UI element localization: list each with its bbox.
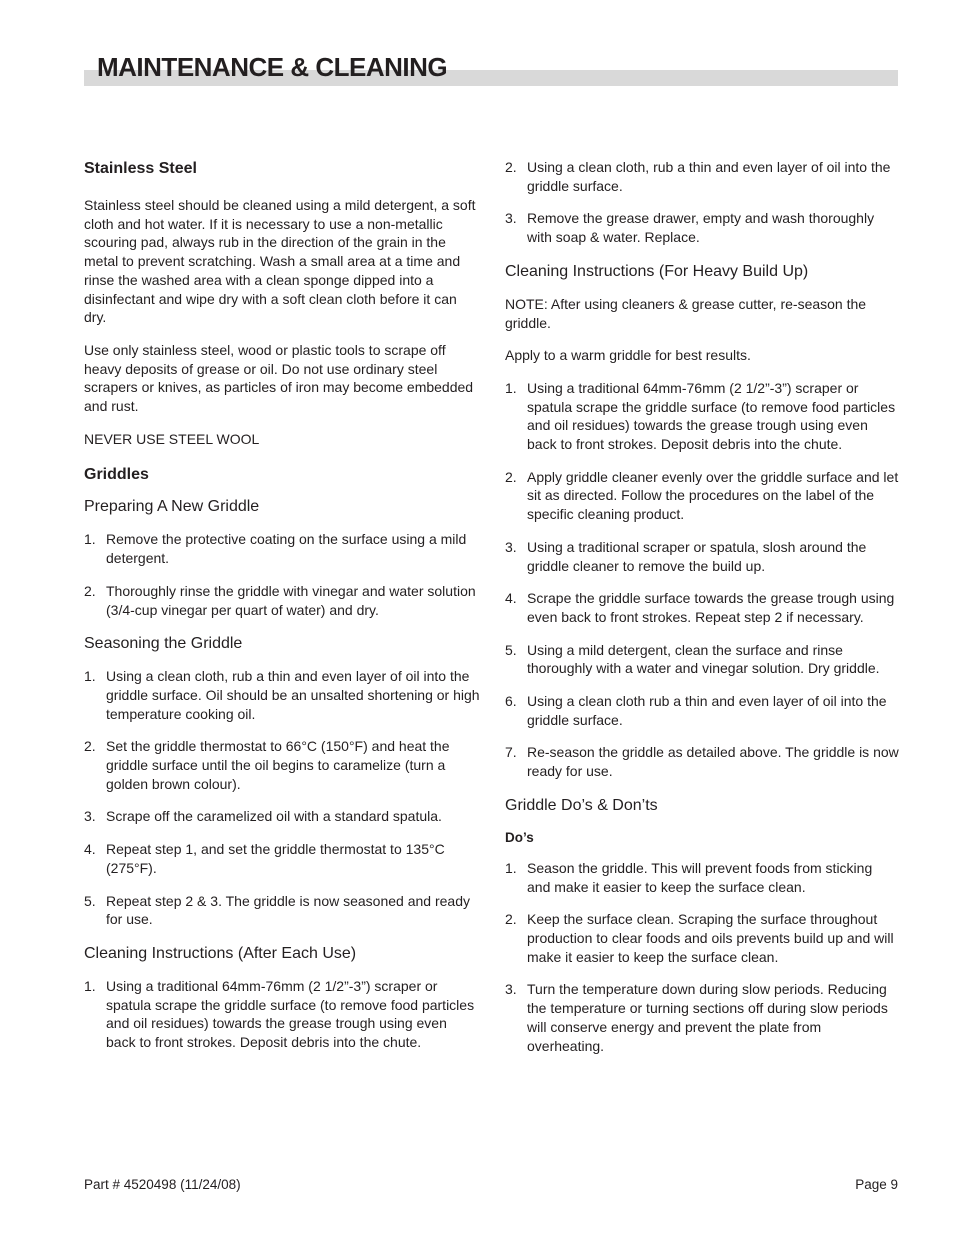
list-item: 3. Using a traditional scraper or spatula, slosh around the griddle cleaner to remove the build up. <box>505 538 867 574</box>
list-item: 6. Using a clean cloth rub a thin and even layer of oil into the griddle surface. <box>505 693 887 728</box>
heavy-buildup-heading: Cleaning Instructions (For Heavy Build Up) <box>505 262 809 280</box>
steel-wool-warning: NEVER USE STEEL WOOL <box>84 430 260 447</box>
dos-list <box>505 859 899 1055</box>
page-title: MAINTENANCE & CLEANING <box>97 52 448 82</box>
list-item: 2. Using a clean cloth, rub a thin and even layer of oil into the griddle surface. <box>505 159 891 194</box>
heavy-buildup-list <box>505 379 899 781</box>
list-item: 2. Apply griddle cleaner evenly over the griddle surface and let sit as directed. Follow the procedures on the label of the specific cleaning product. <box>505 468 899 523</box>
preparing-list <box>84 530 480 619</box>
list-item: 4. Repeat step 1, and set the griddle thermostat to 135°C (275°F). <box>84 841 445 876</box>
list-item: 2. Keep the surface clean. Scraping the surface throughout production to clear foods and oils prevents build up and will make it easier to keep the surface clean. <box>505 911 894 965</box>
list-item: 1. Using a clean cloth, rub a thin and even layer of oil into the griddle surface. Oil should be an unsalted shortening or high temperature cooking oil. <box>84 668 480 722</box>
list-item: 3. Remove the grease drawer, empty and wash thoroughly with soap & water. Replace. <box>505 210 875 246</box>
list-item: 3. Turn the temperature down during slow periods. Reducing the temperature or turning sections off during slow periods will conserve energy and prevent the plate from overheating. <box>505 981 888 1054</box>
after-use-list-continued <box>505 158 899 247</box>
preparing-heading: Preparing A New Griddle <box>84 498 260 516</box>
list-item: 1. Remove the protective coating on the surface using a mild detergent. <box>84 531 467 567</box>
right-column <box>505 158 899 1069</box>
list-item: 5. Using a mild detergent, clean the surface and rinse thoroughly with a water and vinegar solution. Dry griddle. <box>505 641 880 677</box>
heavy-buildup-note: NOTE: After using cleaners & grease cutter, re-season the griddle. <box>505 295 867 331</box>
left-column <box>84 158 480 1066</box>
stainless-paragraph-1: Stainless steel should be cleaned using a mild detergent, a soft cloth and hot water. If it is necessary to use a non-metallic scouring pad, always rub in the direction of the grain in the metal to prevent scratching. Wash a small area at a time and rinse the washed area with a clean sponge dipped into a disinfectant and wipe dry with a soft clean cloth before it can dry. <box>84 197 476 326</box>
griddles-heading: Griddles <box>84 466 149 484</box>
after-use-heading: Cleaning Instructions (After Each Use) <box>84 944 357 962</box>
dos-label: Do’s <box>505 829 534 845</box>
dos-donts-heading: Griddle Do’s & Don’ts <box>505 796 658 814</box>
stainless-paragraph-2: Use only stainless steel, wood or plastic tools to scrape off heavy deposits of grease or oil. Do not use ordinary steel scrapers or knives, as particles of iron may become embedded and rust. <box>84 341 474 415</box>
list-item: 2. Thoroughly rinse the griddle with vinegar and water solution (3/4-cup vinegar per quart of water) and dry. <box>84 582 476 618</box>
list-item: 1. Using a traditional 64mm-76mm (2 1/2”-3”) scraper or spatula scrape the griddle surface (to remove food particles and oil residues) towards the grease trough using even back to front strokes. Deposit debris into the chute. <box>84 977 475 1051</box>
list-item: 1. Season the griddle. This will prevent foods from sticking and make it easier to keep the surface clean. <box>505 859 873 895</box>
heavy-buildup-apply: Apply to a warm griddle for best results. <box>505 347 751 364</box>
list-item: 2. Set the griddle thermostat to 66°C (150°F) and heat the griddle surface until the oil begins to caramelize (turn a golden brown colour). <box>84 738 450 792</box>
list-item: 4. Scrape the griddle surface towards the grease trough using even back to front strokes. Repeat step 2 if necessary. <box>505 590 895 625</box>
list-item: 1. Using a traditional 64mm-76mm (2 1/2”-3”) scraper or spatula scrape the griddle surface (to remove food particles and oil residues) towards the grease trough using even back to front strokes. Deposit debris into the chute. <box>505 379 896 453</box>
seasoning-heading: Seasoning the Griddle <box>84 635 243 653</box>
part-number: Part # 4520498 (11/24/08) <box>84 1177 241 1192</box>
page-number: Page 9 <box>855 1177 898 1192</box>
list-item: 3. Scrape off the caramelized oil with a standard spatula. <box>84 808 442 825</box>
seasoning-list <box>84 667 480 929</box>
list-item: 5. Repeat step 2 & 3. The griddle is now seasoned and ready for use. <box>84 892 470 928</box>
list-item: 7. Re-season the griddle as detailed above. The griddle is now ready for use. <box>505 744 899 780</box>
stainless-heading: Stainless Steel <box>84 160 197 177</box>
after-use-list <box>84 977 480 1052</box>
